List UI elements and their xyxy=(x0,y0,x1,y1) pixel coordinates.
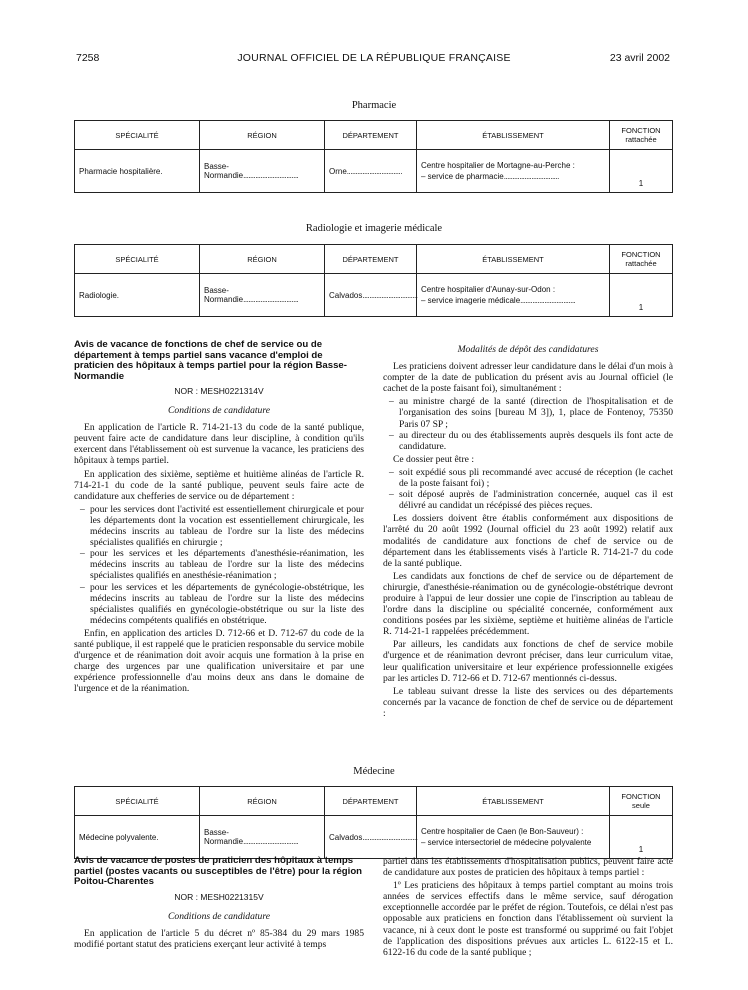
paragraph: Les dossiers doivent être établis conformément aux dispositions de l'arrêté du 20 août 1992 (Journal officiel du 23 août 1992) relatif aux modalités de candidature aux fonctions de chef de service ou de département dans les établissements visés à l'article R. 714-21-7 du code de la santé publique. xyxy=(383,513,673,569)
avis-praticien-column xyxy=(74,856,364,952)
page-number: 7258 xyxy=(76,52,100,64)
section-title-radiologie: Radiologie et imagerie médicale xyxy=(305,223,443,234)
cell-departement xyxy=(325,150,417,193)
region-value: Basse-Normandie xyxy=(204,286,244,304)
col-header-specialite: SPÉCIALITÉ xyxy=(75,121,200,150)
list-item: – au directeur du ou des établissements auprès desquels ils font acte de candidature. xyxy=(399,430,673,452)
col-header-fonction xyxy=(610,245,673,274)
cell-specialite: Pharmacie hospitalière. xyxy=(75,150,200,193)
table-row xyxy=(75,816,673,859)
cell-fonction: 1 xyxy=(610,274,673,317)
region-value: Basse-Normandie xyxy=(204,828,244,846)
section-title-medecine: Médecine xyxy=(353,766,395,777)
table-medecine xyxy=(74,786,673,859)
etablissement-service: – service de pharmacie xyxy=(421,172,504,181)
cell-region xyxy=(200,150,325,193)
paragraph: En application de l'article R. 714-21-13 du code de la santé publique, peuvent faire acte de candidature dans leur discipline, à condition qu'ils exercent dans l'établissement où est survenue la vacance, les praticiens des hôpitaux à temps partiel. xyxy=(74,422,364,467)
bullet-list xyxy=(74,504,364,626)
col-header-etablissement: ÉTABLISSEMENT xyxy=(417,787,610,816)
table-pharmacie xyxy=(74,120,673,193)
cell-etablissement xyxy=(417,274,610,317)
section-subtitle: Conditions de candidature xyxy=(168,910,270,922)
paragraph: Ce dossier peut être : xyxy=(393,453,474,465)
nor-reference: NOR : MESH0221314V xyxy=(174,386,264,396)
section-subtitle: Modalités de dépôt des candidatures xyxy=(457,344,599,355)
fonction-label: FONCTION xyxy=(621,126,661,135)
etablissement-service: – service intersectoriel de médecine polyvalente xyxy=(421,838,592,847)
avis-praticien-continued-column xyxy=(383,856,673,960)
paragraph: Enfin, en application des articles D. 712-66 et D. 712-67 du code de la santé publique, il est rappelé que le praticien responsable du service mobile d'urgence et de réanimation doit avoir acquis une formation à la prise en charge des urgences par une qualification universitaire et par une expérience professionnelle d'au moins deux ans dans le domaine de l'urgence et de la réanimation. xyxy=(74,627,364,695)
section-title-pharmacie: Pharmacie xyxy=(351,100,397,111)
table-row xyxy=(75,274,673,317)
nor-reference: NOR : MESH0221315V xyxy=(174,891,264,902)
cell-departement xyxy=(325,816,417,859)
paragraph: En application de l'article 5 du décret nº 85-384 du 29 mars 1985 modifié portant statut des praticiens exerçant leur activité à temps xyxy=(74,927,364,950)
modalites-column xyxy=(383,340,673,721)
cell-etablissement xyxy=(417,150,610,193)
table-header-row xyxy=(75,245,673,274)
col-header-region: RÉGION xyxy=(200,121,325,150)
journal-title: JOURNAL OFFICIEL DE LA RÉPUBLIQUE FRANÇAISE xyxy=(237,52,511,64)
fonction-label: FONCTION xyxy=(621,250,661,259)
etablissement-name: Centre hospitalier de Caen (le Bon-Sauveur) : xyxy=(421,827,584,836)
fonction-sub-label: rattachée xyxy=(625,259,657,268)
table-radiologie xyxy=(74,244,673,317)
col-header-region: RÉGION xyxy=(200,787,325,816)
avis-heading: Avis de vacance de postes de praticien des hôpitaux à temps partiel (postes vacants ou susceptibles de l'être) pour la région Poitou-Charentes xyxy=(74,855,363,887)
departement-value: Calvados xyxy=(329,290,363,300)
issue-date: 23 avril 2002 xyxy=(609,52,670,64)
list-item: – pour les services et les départements d'anesthésie-réanimation, les médecins inscrits au tableau de l'ordre sur la liste des médecins spécialistes qualifiés en anesthésie-réanimation ; xyxy=(90,548,364,581)
fonction-label: FONCTION xyxy=(621,792,661,801)
cell-departement xyxy=(325,274,417,317)
col-header-departement: DÉPARTEMENT xyxy=(325,245,417,274)
col-header-fonction xyxy=(610,787,673,816)
etablissement-name: Centre hospitalier d'Aunay-sur-Odon : xyxy=(421,285,556,294)
etablissement-service: – service imagerie médicale xyxy=(421,296,521,305)
bullet-list xyxy=(383,396,673,451)
col-header-etablissement: ÉTABLISSEMENT xyxy=(417,121,610,150)
list-item: – pour les services dont l'activité est essentiellement chirurgicale et pour les départements dont la vocation est essentiellement chirurgicale, les médecins inscrits au tableau de l'ordre sur la liste des médecins spécialistes qualifiés en chirurgie ; xyxy=(90,504,364,548)
col-header-etablissement: ÉTABLISSEMENT xyxy=(417,245,610,274)
paragraph: En application des sixième, septième et huitième alinéas de l'article R. 714-21-1 du code de la santé publique, peuvent seuls faire acte de candidature aux chefferies de service ou de département : xyxy=(74,468,364,502)
col-header-specialite: SPÉCIALITÉ xyxy=(75,245,200,274)
col-header-region: RÉGION xyxy=(200,245,325,274)
cell-etablissement xyxy=(417,816,610,859)
section-subtitle: Conditions de candidature xyxy=(168,405,270,417)
running-header xyxy=(0,52,748,68)
list-item: – soit expédié sous pli recommandé avec accusé de réception (le cachet de la poste faisant foi) ; xyxy=(399,467,673,489)
cell-region xyxy=(200,816,325,859)
paragraph: partiel dans les établissements d'hospitalisation publics, peuvent faire acte de candidature aux postes de praticien des hôpitaux à temps partiel : xyxy=(383,856,673,879)
table-row xyxy=(75,150,673,193)
bullet-list xyxy=(383,467,673,511)
paragraph: Les praticiens doivent adresser leur candidature dans le délai d'un mois à compter de la date de publication du présent avis au Journal officiel (le cachet de la poste faisant foi), simultanément : xyxy=(383,361,673,395)
list-item: – pour les services et les départements de gynécologie-obstétrique, les médecins inscrits au tableau de l'ordre sur la liste des médecins spécialistes qualifiés en gynécologie-obstétrique ou sur la liste des médecins compétents qualifiés en obstétrique. xyxy=(90,582,364,626)
paragraph: Par ailleurs, les candidats aux fonctions de chef de service mobile d'urgence et de réanimation devront préciser, dans leur curriculum vitae, leur qualification universitaire et leur expérience professionnelle exigées par les articles D. 712-66 et D. 712-67 mentionnés ci-dessus. xyxy=(383,639,673,684)
region-value: Basse-Normandie xyxy=(204,162,244,180)
table-header-row xyxy=(75,787,673,816)
col-header-departement: DÉPARTEMENT xyxy=(325,121,417,150)
list-item: – au ministre chargé de la santé (direction de l'hospitalisation et de l'organisation des soins [bureau M 3]), 1, place de Fontenoy, 75350 Paris 07 SP ; xyxy=(399,396,673,429)
cell-region xyxy=(200,274,325,317)
fonction-sub-label: rattachée xyxy=(625,135,657,144)
cell-specialite: Radiologie. xyxy=(75,274,200,317)
list-item: – soit déposé auprès de l'administration concernée, auquel cas il est délivré au candidat un récépissé des pièces reçues. xyxy=(399,489,673,511)
cell-fonction: 1 xyxy=(610,150,673,193)
col-header-departement: DÉPARTEMENT xyxy=(325,787,417,816)
paragraph: Le tableau suivant dresse la liste des services ou des départements concernés par la vacance de fonction de chef de service ou de département : xyxy=(383,685,673,719)
paragraph: Les candidats aux fonctions de chef de service ou de département de chirurgie, d'anesthésie-réanimation ou de gynécologie-obstétrique devront produire à l'appui de leur dossier une copie de l'inscription au tableau de l'ordre dans la discipline ou spécialité concernée, conformément aux conditions posées par les sixième, septième et huitième alinéas de l'article R. 714-21-1 rappelées précédemment. xyxy=(383,570,673,638)
departement-value: Calvados xyxy=(329,832,363,842)
cell-fonction: 1 xyxy=(610,816,673,859)
etablissement-name: Centre hospitalier de Mortagne-au-Perche : xyxy=(421,161,575,170)
avis-chef-service-column xyxy=(74,340,364,696)
col-header-specialite: SPÉCIALITÉ xyxy=(75,787,200,816)
paragraph: 1º Les praticiens des hôpitaux à temps partiel comptant au moins trois années de services effectifs dans le même service, sauf dérogation exceptionnelle accordée par le préfet de région. Toutefois, ce délai n'est pas opposable aux praticiens en fonction dans l'établissement où survient la vacance, ni à ceux dont le poste est transformé ou supprimé ou fait l'objet de l'application des dispositions prévues aux articles L. 6122-15 et L. 6122-16 du code de la santé publique ; xyxy=(383,880,673,958)
table-header-row xyxy=(75,121,673,150)
avis-heading: Avis de vacance de fonctions de chef de service ou de département à temps partiel sans vacance d'emploi de praticien des hôpitaux à temps partiel pour la région Basse-Normandie xyxy=(74,339,347,382)
departement-value: Orne xyxy=(329,166,347,176)
col-header-fonction xyxy=(610,121,673,150)
fonction-sub-label: seule xyxy=(632,801,650,810)
cell-specialite: Médecine polyvalente. xyxy=(75,816,200,859)
